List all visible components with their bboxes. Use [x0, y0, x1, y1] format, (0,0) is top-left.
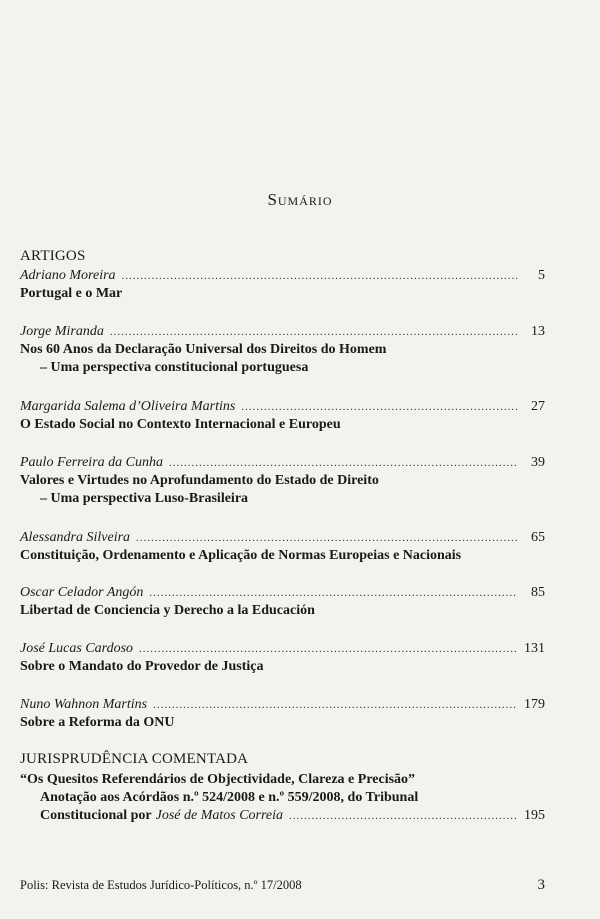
toc-author-line	[20, 268, 545, 284]
toc-author: Nuno Wahnon Martins	[20, 697, 148, 712]
toc-leader-dots	[136, 532, 517, 544]
toc-page-number: 13	[531, 324, 545, 339]
toc-entry	[20, 455, 545, 507]
toc-author: Margarida Salema d’Oliveira Martins	[20, 399, 236, 414]
toc-subtitle: – Uma perspectiva Luso-Brasileira	[40, 491, 249, 506]
toc-entry	[20, 641, 545, 675]
toc-author: Alessandra Silveira	[20, 530, 131, 545]
toc-title: Valores e Virtudes no Aprofundamento do Estado de Direito	[20, 473, 379, 488]
footer-page-number: 3	[537, 877, 545, 893]
toc-author-line	[20, 585, 545, 601]
toc-title: Nos 60 Anos da Declaração Universal dos Direitos do Homem	[20, 342, 387, 357]
toc-leader-dots	[149, 587, 517, 599]
toc-title: O Estado Social no Contexto Internacional e Europeu	[20, 417, 341, 432]
page-footer	[20, 877, 545, 894]
toc-leader-dots	[122, 270, 517, 282]
toc-author-line	[20, 641, 545, 657]
toc-author: José de Matos Correia	[155, 808, 284, 823]
toc-title: Libertad de Conciencia y Derecho a la Educación	[20, 603, 315, 618]
toc-entry	[20, 324, 545, 376]
section-heading-artigos: ARTIGOS	[20, 248, 86, 264]
toc-author-line	[20, 808, 545, 824]
toc-title: “Os Quesitos Referendários de Objectividade, Clareza e Precisão”	[20, 772, 416, 787]
toc-title: Sobre o Mandato do Provedor de Justiça	[20, 659, 264, 674]
toc-author: Jorge Miranda	[20, 324, 104, 339]
toc-title-continued: Constitucional por	[40, 808, 152, 823]
page-title: Sumário	[267, 190, 333, 209]
toc-leader-dots	[169, 457, 517, 469]
toc-author: Adriano Moreira	[20, 268, 116, 283]
toc-author-line	[20, 530, 545, 546]
toc-title: Constituição, Ordenamento e Aplicação de Normas Europeias e Nacionais	[20, 548, 462, 563]
toc-subtitle: – Uma perspectiva constitucional portuguesa	[40, 360, 309, 375]
toc-title: Sobre a Reforma da ONU	[20, 715, 175, 730]
toc-leader-dots	[241, 401, 517, 413]
toc-leader-dots	[139, 643, 517, 655]
toc-entry	[20, 697, 545, 731]
toc-author-line	[20, 455, 545, 471]
toc-page-number: 65	[531, 530, 545, 545]
toc-author-line	[20, 399, 545, 415]
toc-page-number: 5	[538, 268, 545, 283]
toc-page-number: 131	[524, 641, 545, 656]
toc-author: Paulo Ferreira da Cunha	[20, 455, 163, 470]
toc-page-number: 85	[531, 585, 545, 600]
toc-entry-jurisprudencia	[20, 770, 545, 824]
toc-page-number: 27	[531, 399, 545, 414]
section-heading-jurisprudencia: JURISPRUDÊNCIA COMENTADA	[20, 751, 249, 767]
toc-leader-dots	[110, 326, 517, 338]
footer-journal: Polis: Revista de Estudos Jurídico-Políticos, n.º 17/2008	[20, 878, 302, 892]
toc-author-line	[20, 324, 545, 340]
toc-author: Oscar Celador Angón	[20, 585, 144, 600]
toc-author: José Lucas Cardoso	[20, 641, 134, 656]
toc-entry	[20, 399, 545, 433]
toc-page-number: 179	[524, 697, 545, 712]
toc-leader-dots	[289, 810, 517, 822]
toc-author-line	[20, 697, 545, 713]
toc-entry	[20, 530, 545, 564]
toc-entry	[20, 268, 545, 302]
toc-title: Portugal e o Mar	[20, 286, 123, 301]
toc-entry	[20, 585, 545, 619]
toc-page-number: 195	[524, 808, 545, 823]
toc-page-number: 39	[531, 455, 545, 470]
toc-leader-dots	[153, 699, 517, 711]
toc-title-continued: Anotação aos Acórdãos n.º 524/2008 e n.º 559/2008, do Tribunal	[40, 790, 419, 805]
